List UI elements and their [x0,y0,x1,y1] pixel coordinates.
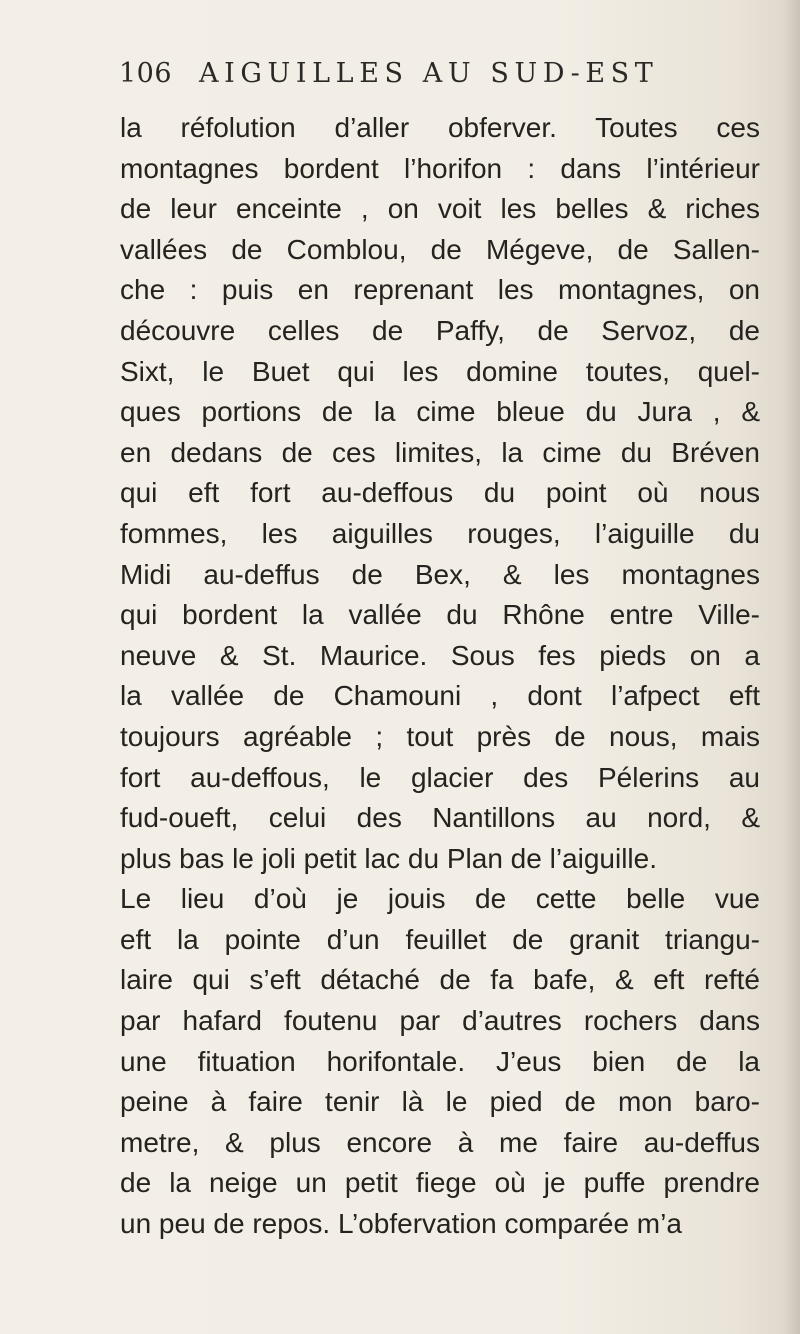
text-line: la réfolution d’aller obferver. Toutes ces [120,112,760,143]
text-line: qui eft fort au-deffous du point où nous [120,477,760,509]
text-line: fommes, les aiguilles rouges, l’aiguille du [120,517,760,549]
page-header [0,58,800,94]
text-line: Midi au-deffus de Bex, & les montagnes [120,558,760,590]
text-line: un peu de repos. L’obfervation comparée m’a [120,1208,682,1240]
text-line: metre, & plus encore à me faire au-deffus [120,1126,760,1158]
text-line: de leur enceinte , on voit les belles & riches [120,193,760,225]
text-line: toujours agréable ; tout près de nous, mais [120,720,760,752]
text-line: découvre celles de Paffy, de Servoz, de [120,314,760,346]
text-line: peine à faire tenir là le pied de mon baro- [120,1086,760,1118]
text-line: montagnes bordent l’horifon : dans l’intérieur [120,152,760,184]
text-line: Sixt, le Buet qui les domine toutes, quel- [120,355,760,387]
text-line: laire qui s’eft détaché de fa bafe, & eft refté [120,964,760,996]
page-number: 106 [119,58,173,89]
text-line: la vallée de Chamouni , dont l’afpect eft [120,680,760,712]
text-line: Le lieu d’où je jouis de cette belle vue [120,883,760,915]
text-line: qui bordent la vallée du Rhône entre Ville- [120,599,760,631]
text-line: de la neige un petit fiege où je puffe prendre [120,1167,760,1199]
text-line: fud-oueft, celui des Nantillons au nord, & [120,802,760,834]
body-text [120,108,760,1245]
text-line: en dedans de ces limites, la cime du Bréven [120,436,760,468]
text-line: ques portions de la cime bleue du Jura , & [120,396,760,428]
text-line: vallées de Comblou, de Mégeve, de Sallen- [120,233,760,265]
page-edge-shadow [782,0,800,1334]
text-line: plus bas le joli petit lac du Plan de l’aiguille. [120,842,657,874]
text-line: neuve & St. Maurice. Sous fes pieds on a [120,639,760,671]
text-line: che : puis en reprenant les montagnes, on [120,274,760,306]
text-line: une fituation horifontale. J’eus bien de la [120,1045,760,1077]
running-head: AIGUILLES AU SUD-EST [199,58,659,89]
text-line: par hafard foutenu par d’autres rochers dans [120,1005,760,1037]
text-line: eft la pointe d’un feuillet de granit triangu- [120,923,760,955]
text-line: fort au-deffous, le glacier des Pélerins au [120,761,760,793]
